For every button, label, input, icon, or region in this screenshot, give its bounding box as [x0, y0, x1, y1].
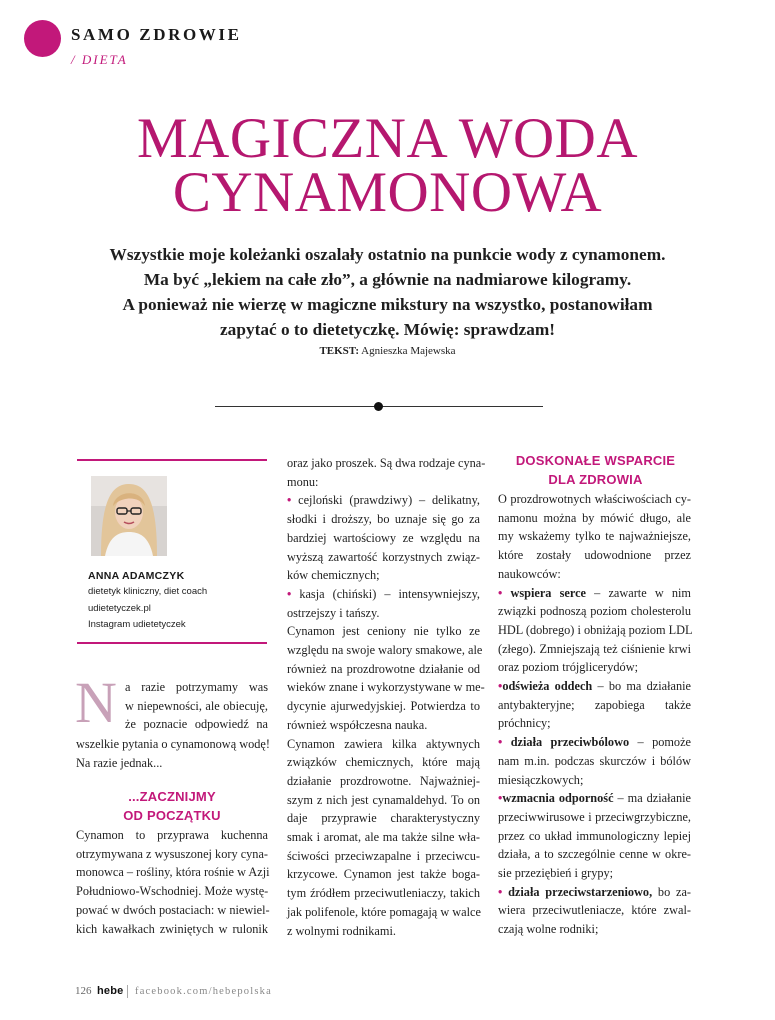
- expert-instagram: Instagram udietetyczek: [88, 619, 186, 630]
- text-line: [498, 714, 691, 733]
- line-text: związków chemicznych, które mają: [287, 755, 480, 770]
- text-line: [498, 677, 691, 696]
- subheading-line: DOSKONAŁE WSPARCIE: [515, 453, 676, 468]
- bold-lead-phrase: działa przeciwbólowo: [502, 735, 630, 750]
- title-line: CYNAMONOWA: [172, 161, 603, 224]
- line-text: z wolnymi rodnikami.: [287, 923, 396, 938]
- line-text: dycynie ajurwedyjskiej. Potwierdza to: [287, 699, 480, 714]
- bold-lead-phrase: wzmacnia odporność: [502, 791, 614, 806]
- line-text: – bo ma działanie: [592, 679, 691, 694]
- text-line: [498, 565, 691, 584]
- author-name: Agnieszka Majewska: [361, 345, 456, 357]
- text-line: [498, 901, 691, 920]
- lead-line: Ma być „lekiem na całe zło”, a głównie na nadmiarowe kilogramy.: [143, 270, 632, 289]
- bio-top-rule: [77, 459, 267, 461]
- line-text: które zostały udowodnione przez: [498, 548, 691, 563]
- text-line: [498, 509, 691, 528]
- text-line: [498, 789, 691, 808]
- text-line: [287, 529, 480, 548]
- text-line: [287, 585, 480, 604]
- lead-line: zapytać o to dietetyczkę. Mówię: sprawdzam!: [220, 320, 555, 339]
- line-text: – pomoże: [629, 735, 691, 750]
- bullet-icon: •: [287, 493, 292, 508]
- author-credit: [0, 345, 775, 357]
- line-text: Cynamon jest ceniony nie tylko ze: [287, 624, 480, 639]
- section-name: SAMO ZDROWIE: [71, 25, 242, 44]
- text-line: [287, 809, 480, 828]
- text-line: Na razie jednak...: [76, 755, 163, 770]
- line-text: wiera przeciwutleniacze, które zwal-: [498, 903, 691, 918]
- line-text: – ma działanie: [613, 791, 691, 806]
- page-number: 126: [75, 985, 92, 997]
- line-text: działa, a to szczególnie cenne w okre-: [498, 847, 691, 862]
- line-text: jak polifenole, które pomagają w walce: [287, 904, 481, 919]
- line-text: my wskażemy tylko te najważniejsze,: [498, 529, 691, 544]
- text-line: [287, 660, 480, 679]
- text-line: [287, 641, 483, 660]
- text-line: [287, 753, 480, 772]
- article-lead: [70, 242, 705, 342]
- line-text: Cynamon zawiera kilka aktywnych: [287, 736, 480, 751]
- bio-bottom-rule: [77, 642, 267, 644]
- facebook-link[interactable]: facebook.com/hebepolska: [135, 986, 272, 997]
- line-text: wieków znane i wykorzystywane w me-: [287, 680, 485, 695]
- lead-line: A ponieważ nie wierzę w magiczne mikstury na wszystko, postanowiłam: [122, 295, 653, 314]
- line-text: wyższą zawartość korzystnych związ-: [287, 549, 480, 564]
- text-line: kich kawałkach zwiniętych w rulonik: [76, 921, 268, 936]
- bold-lead-phrase: wspiera serce: [502, 585, 586, 600]
- line-text: przez co układ immunologiczny lepiej: [498, 828, 691, 843]
- line-text: bo za-: [652, 884, 691, 899]
- author-label: TEKST:: [319, 345, 359, 357]
- text-line: [287, 491, 480, 510]
- text-line: [498, 920, 691, 939]
- text-line: pować w dwóch postaciach: w niewiel-: [76, 902, 270, 917]
- bold-lead-phrase: odświeża oddech: [502, 679, 593, 694]
- line-text: działanie prozdrowotne. Najważniej-: [287, 773, 480, 788]
- subsection-name: / DIETA: [71, 52, 128, 67]
- text-line: wszelkie pytania o cynamonową wodę!: [76, 737, 270, 751]
- line-text: antybakteryjne; zapobiega także: [498, 697, 691, 712]
- text-line: [287, 678, 485, 697]
- line-text: bardziej wartościowy ze względu na: [287, 530, 480, 545]
- subheading-line: ...ZACZNIJMY: [128, 789, 216, 804]
- text-line: [287, 735, 480, 754]
- line-text: sie przeziębień i grypy;: [498, 866, 614, 881]
- text-line: [498, 658, 691, 677]
- text-line: że poznacie odpowiedź na: [125, 717, 268, 732]
- bullet-icon: •: [498, 585, 503, 600]
- line-text: również współczesna nauka.: [287, 717, 428, 732]
- bold-lead-phrase: działa przeciwstarzeniowo,: [502, 884, 653, 899]
- line-text: względu na swoje walory smakowe, ale: [287, 643, 483, 658]
- line-text: miesiączkowych;: [498, 772, 584, 787]
- line-text: kasja (chiński) – intensywniejszy,: [291, 586, 480, 601]
- text-line: [498, 827, 691, 846]
- subheading-line: DLA ZDROWIA: [548, 471, 643, 487]
- expert-website: udietetyczek.pl: [88, 603, 151, 614]
- text-line: [498, 584, 691, 603]
- line-text: – zawarte w nim: [586, 585, 691, 600]
- article-title: [0, 107, 775, 224]
- text-line: [287, 473, 480, 492]
- subheading-line: OD POCZĄTKU: [123, 807, 221, 823]
- title-line: MAGICZNA WODA: [136, 107, 639, 170]
- column-2-body: [287, 454, 486, 940]
- text-line: [498, 752, 691, 771]
- text-line: a razie potrzymamy was: [125, 680, 268, 694]
- line-text: krzycowe. Cynamon jest także boga-: [287, 867, 480, 882]
- subheading-health-support: [498, 452, 693, 489]
- text-line: Południowo-Wschodniej. Może wystę-: [76, 884, 269, 899]
- line-text: przeciwwirusowe i przeciwgrzybiczne,: [498, 809, 691, 824]
- intro-paragraph-continued: [76, 735, 268, 772]
- text-line: [287, 828, 480, 847]
- bullet-icon: •: [287, 586, 292, 601]
- bullet-icon: •: [498, 735, 503, 750]
- text-line: [498, 490, 691, 509]
- column-3-body: [498, 490, 691, 939]
- text-line: [287, 922, 480, 941]
- text-line: [498, 808, 691, 827]
- line-text: oraz jako proszek. Są dwa rodzaje cyna-: [287, 456, 486, 470]
- text-line: [498, 771, 691, 790]
- bullet-icon: •: [498, 679, 503, 694]
- line-text: monu:: [287, 474, 319, 489]
- text-line: [498, 845, 691, 864]
- line-text: naukowców:: [498, 566, 561, 581]
- line-text: ostrzejszy i tańszy.: [287, 605, 380, 620]
- text-line: [287, 510, 480, 529]
- text-line: [498, 621, 691, 640]
- line-text: daje przyprawie charakterystyczny: [287, 811, 480, 826]
- text-line: Cynamon to przyprawa kuchenna: [76, 828, 268, 842]
- text-line: [287, 772, 480, 791]
- line-text: szym z nich jest cynamaldehyd. To on: [287, 792, 480, 807]
- lead-line: Wszystkie moje koleżanki oszalały ostatnio na punkcie wody z cynamonem.: [109, 245, 666, 264]
- line-text: próchnicy;: [498, 716, 551, 731]
- line-text: namonu można by mówić długo, ale: [498, 510, 691, 525]
- line-text: związki podnoszą poziom cholesterolu: [498, 604, 691, 619]
- text-line: [287, 604, 480, 623]
- text-line: monowca – rośliny, która rośnie w Azji: [76, 865, 270, 880]
- expert-photo: [91, 476, 167, 556]
- text-line: [287, 548, 480, 567]
- line-text: nam m.in. podczas skurczów i bólów: [498, 753, 691, 768]
- text-line: [287, 865, 480, 884]
- line-text: ków chemicznych;: [287, 568, 380, 583]
- text-line: [287, 884, 480, 903]
- line-text: tym źródłem przeciwutleniaczy, takich: [287, 886, 480, 901]
- subheading-start: [76, 788, 268, 825]
- expert-role: dietetyk kliniczny, diet coach: [88, 586, 208, 597]
- bullet-icon: •: [498, 884, 503, 899]
- section-marker-dot: [24, 20, 61, 57]
- text-line: [498, 883, 691, 902]
- text-line: otrzymywana z wysuszonej kory cyna-: [76, 846, 268, 861]
- text-line: [287, 566, 480, 585]
- line-text: (złego). Zmniejszają też ciśnienie krwi: [498, 641, 691, 656]
- text-line: [287, 716, 480, 735]
- line-text: również na prozdrowotne działanie od: [287, 661, 480, 676]
- text-line: [287, 697, 480, 716]
- line-text: smak i aromat, ale ma także silne wła-: [287, 830, 480, 845]
- text-line: [287, 454, 486, 473]
- text-line: [287, 903, 480, 922]
- text-line: [498, 602, 691, 621]
- divider-dot: [374, 402, 383, 411]
- line-text: cejloński (prawdziwy) – delikatny,: [291, 493, 480, 508]
- line-text: O prozdrowotnych właściwościach cy-: [498, 492, 691, 506]
- brand-name: hebe: [97, 985, 124, 997]
- footer-separator: [127, 985, 128, 998]
- column-1-body: [76, 826, 268, 938]
- text-line: [498, 864, 691, 883]
- intro-paragraph: [125, 678, 268, 734]
- text-line: [498, 527, 691, 546]
- text-line: [498, 696, 691, 715]
- line-text: słodki i droższy, bo uznaje się go za: [287, 512, 480, 527]
- line-text: czają wolne rodniki;: [498, 922, 599, 937]
- text-line: [498, 640, 691, 659]
- text-line: [498, 733, 691, 752]
- line-text: HDL (dobrego) i obniżają poziom LDL: [498, 622, 693, 637]
- text-line: [287, 847, 480, 866]
- line-text: ściwości przeciwzapalne i przeciwcu-: [287, 848, 480, 863]
- expert-name: ANNA ADAMCZYK: [88, 570, 185, 582]
- line-text: oraz poziom trójglicerydów;: [498, 660, 639, 675]
- text-line: [287, 791, 480, 810]
- text-line: w niepewności, ale obiecuję,: [125, 698, 268, 713]
- text-line: [287, 622, 480, 641]
- drop-cap: N: [75, 670, 117, 735]
- text-line: [498, 546, 691, 565]
- bullet-icon: •: [498, 791, 503, 806]
